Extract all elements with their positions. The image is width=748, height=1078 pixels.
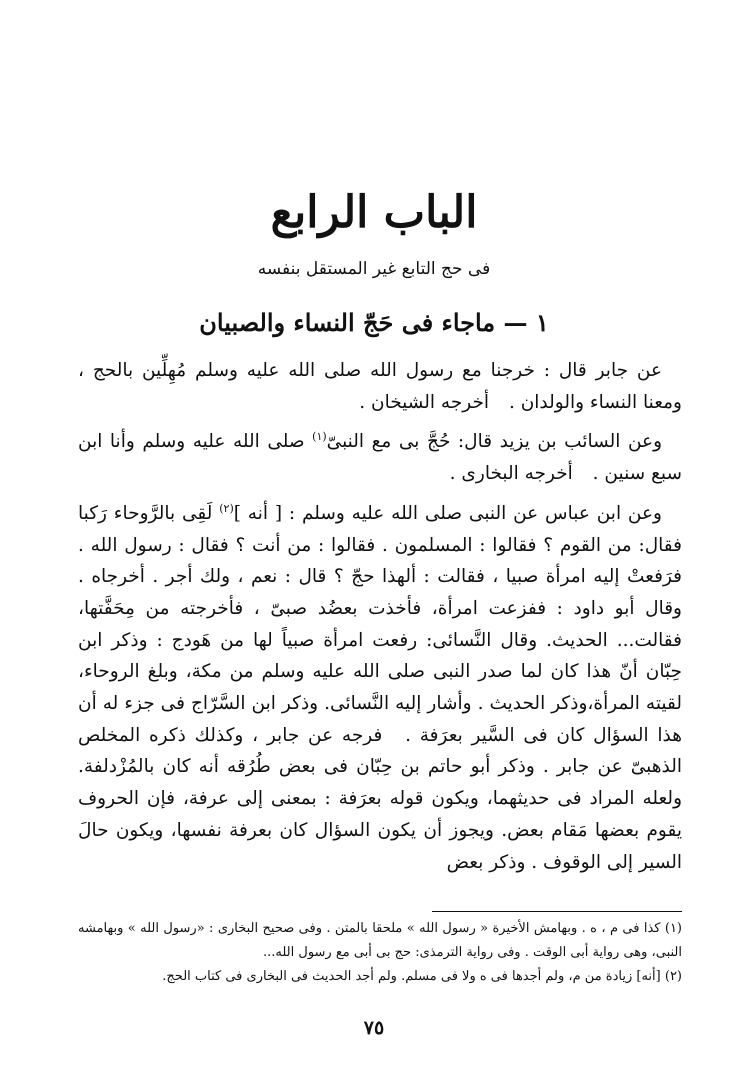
hadith-2-text-before: وعن السائب بن يزيد قال: حُجَّ بى مع النبىّ bbox=[326, 431, 663, 453]
footnote-2: (٢) [أنه] زيادة من م، ولم أجدها فى ه ولا فى مسلم. ولم أجد الحديث فى البخارى فى كتاب الحج. bbox=[162, 969, 682, 984]
hadith-paragraph-3 bbox=[78, 498, 682, 878]
page-number: ٧٥ bbox=[363, 1017, 385, 1039]
section-heading: ١ — ماجاء فى حَجّ النساء والصبيان bbox=[199, 308, 549, 337]
hadith-1-source: أخرجه الشيخان . bbox=[359, 391, 490, 413]
footnote-1: (١) كذا فى م ، ه . وبهامش الأخيرة « رسول الله » ملحقا بالمتن . وفى صحيح البخارى : «رسول الله » وبهامشه النبى، وهى رواية أبى الوقت . وفى رواية الترمذى: حج بى أبى مع رسول الله... bbox=[78, 921, 682, 960]
footnotes bbox=[78, 917, 682, 989]
hadith-3-continuation: المخلص الذهبىّ عن جابر . وذكر أبو حاتم بن حِبّان فى بعض طُرُقه أنه كان بالمُزْدلفة. ولعله المراد فى حديثهما، ويكون قوله بعرَفة : بمعنى إلى عرفة، فإن الحروف يقوم بعضها مَقام بعض. ويجوز أن يكون السؤال كان بعرفة نفسها، ويكون حالَ السير إلى الوقوف . وذكر بعض bbox=[78, 724, 682, 873]
body-text bbox=[78, 355, 682, 878]
hadith-2-source: أخرجه البخارى . bbox=[449, 463, 573, 485]
hadith-3-text-after: لَقِى بالرَّوحاء رَكبا فقال: من القوم ؟ فقالوا : المسلمون . فقالوا : من أنت ؟ فقال : رسول الله . فرَفعتْ إليه امرأة صبيا ، فقالت : ألهذا حجّ ؟ قال : نعم ، ولك أجر . أخرجاه . وقال أبو داود : ففزعت امرأة، فأخذت بعضُد صبىّ ، فأخرجته من مِحَفَّتها، فقالت... الحديث. وقال النَّسائى: رفعت امرأة صبياً لها من هَودج : وذكر ابن حِبّان أنّ هذا كان لما صدر النبى صلى الله عليه وسلم من مكة، وبلغ الروحاء، لقيته المرأة،وذكر الحديث . وأشار إليه النَّسائى. وذكر ابن السَّرّاج فى جزء له أن هذا السؤال كان فى السَّير بعرَفة . bbox=[78, 502, 682, 746]
chapter-subtitle: فى حج التابع غير المستقل بنفسه bbox=[257, 259, 491, 279]
hadith-2-text-after: صلى الله عليه وسلم وأنا ابن سبع سنين . bbox=[78, 431, 682, 485]
hadith-1-text: عن جابر قال : خرجنا مع رسول الله صلى الله عليه وسلم مُهِلِّين بالحج ، ومعنا النساء والولدان . bbox=[78, 360, 682, 413]
footnote-divider bbox=[432, 911, 682, 912]
footnote-ref-2: (٢) bbox=[219, 501, 234, 515]
hadith-paragraph-1 bbox=[78, 355, 682, 418]
hadith-paragraph-2 bbox=[78, 426, 682, 489]
footnote-ref-1: (١) bbox=[312, 430, 327, 444]
hadith-3-text-before: وعن ابن عباس عن النبى صلى الله عليه وسلم : [ أنه ] bbox=[233, 502, 662, 524]
chapter-title: الباب الرابع bbox=[270, 187, 478, 238]
hadith-3-source: فرجه عن جابر ، وكذلك ذكره bbox=[148, 724, 383, 746]
